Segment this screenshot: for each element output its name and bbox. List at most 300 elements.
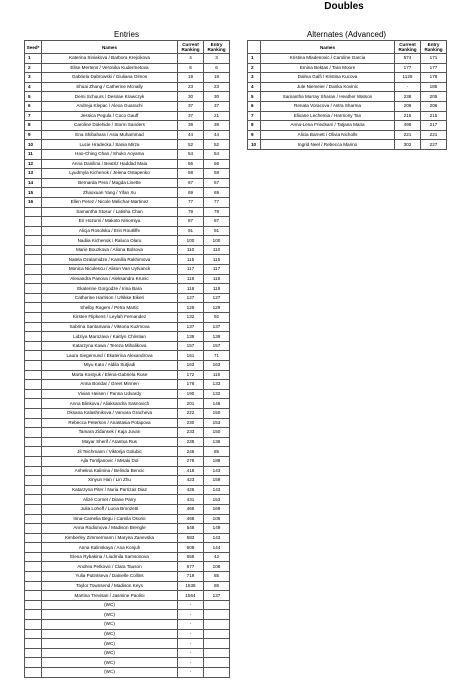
entry-ranking-cell: 105 xyxy=(204,514,230,524)
names-cell: Ena Shibahara / Asia Muhammad xyxy=(42,130,178,140)
current-ranking-cell: 215 xyxy=(395,111,421,121)
seed-cell xyxy=(25,620,42,630)
alternates-column-header: Current Ranking xyxy=(395,41,421,54)
entry-ranking-cell: 169 xyxy=(204,504,230,514)
entry-ranking-cell: 91 xyxy=(204,226,230,236)
current-ranking-cell: 87 xyxy=(178,217,204,227)
names-cell: Jil Teichmann / Viktorija Golubic xyxy=(42,447,178,457)
table-row xyxy=(25,341,230,351)
names-cell: Anna Rodionova / Madison Brengle xyxy=(42,524,178,534)
table-row xyxy=(25,629,230,639)
entry-ranking-cell: 185 xyxy=(421,82,447,92)
seed-cell xyxy=(25,361,42,371)
current-ranking-cell: - xyxy=(178,648,204,658)
seed-cell: 3 xyxy=(248,73,261,83)
table-row xyxy=(25,265,230,275)
names-cell: Dalma Galfi / Kristina Kucova xyxy=(261,73,395,83)
seed-cell xyxy=(25,658,42,668)
entry-ranking-cell: 115 xyxy=(204,255,230,265)
names-cell: Marta Kostyuk / Elena-Gabriela Ruse xyxy=(42,370,178,380)
table-row xyxy=(25,408,230,418)
current-ranking-cell: 177 xyxy=(395,63,421,73)
names-cell: Ajla Tomljanovic / Misaki Doi xyxy=(42,456,178,466)
table-row xyxy=(25,428,230,438)
entry-ranking-cell: 85 xyxy=(204,447,230,457)
current-ranking-cell: 44 xyxy=(178,130,204,140)
seed-cell xyxy=(25,572,42,582)
current-ranking-cell: 233 xyxy=(178,428,204,438)
table-row xyxy=(25,581,230,591)
seed-cell: 5 xyxy=(248,92,261,102)
entry-ranking-cell: 139 xyxy=(204,332,230,342)
names-cell: Catherine Harrison / Ulrikke Eikeri xyxy=(42,293,178,303)
seed-cell xyxy=(25,226,42,236)
seed-cell: 6 xyxy=(25,101,42,111)
entry-ranking-cell: 146 xyxy=(204,399,230,409)
names-cell: Lucie Hradecka / Sania Mirza xyxy=(42,140,178,150)
names-cell: Ellen Perez / Nicole Melichar-Martinez xyxy=(42,197,178,207)
entry-ranking-cell: 163 xyxy=(204,361,230,371)
entry-ranking-cell: 58 xyxy=(204,169,230,179)
entry-ranking-cell: 143 xyxy=(204,533,230,543)
current-ranking-cell: 426 xyxy=(178,485,204,495)
table-row xyxy=(25,466,230,476)
table-row xyxy=(25,140,230,150)
table-row xyxy=(25,169,230,179)
names-cell: Hao-Ching Chan / Shuko Aoyama xyxy=(42,149,178,159)
current-ranking-cell: 137 xyxy=(178,322,204,332)
table-row xyxy=(25,399,230,409)
seed-cell xyxy=(25,533,42,543)
table-row xyxy=(25,389,230,399)
seed-cell xyxy=(25,351,42,361)
names-cell: Kristina Mladenovic / Caroline Garcia xyxy=(261,54,395,64)
table-row xyxy=(25,380,230,390)
entries-table xyxy=(24,40,230,678)
current-ranking-cell: 77 xyxy=(178,197,204,207)
current-ranking-cell: 69 xyxy=(178,188,204,198)
seed-cell: 15 xyxy=(25,188,42,198)
alternates-column-header: Names xyxy=(261,41,395,54)
seed-cell xyxy=(25,562,42,572)
entry-ranking-cell xyxy=(204,658,230,668)
entry-ranking-cell xyxy=(204,648,230,658)
seed-cell xyxy=(25,332,42,342)
entry-ranking-cell: 21 xyxy=(204,111,230,121)
seed-cell: 12 xyxy=(25,159,42,169)
names-cell: (WC) xyxy=(42,658,178,668)
seed-cell xyxy=(25,456,42,466)
seed-cell: 2 xyxy=(248,63,261,73)
current-ranking-cell: - xyxy=(178,620,204,630)
table-row xyxy=(25,149,230,159)
names-cell: Renata Voracova / Astra Sharma xyxy=(261,101,395,111)
names-cell: Andrea Petkovic / Clara Tauson xyxy=(42,562,178,572)
entry-ranking-cell: 71 xyxy=(204,351,230,361)
table-row xyxy=(25,495,230,505)
table-row xyxy=(25,73,230,83)
seed-cell xyxy=(25,274,42,284)
current-ranking-cell: 161 xyxy=(178,351,204,361)
table-row xyxy=(25,610,230,620)
current-ranking-cell: 19 xyxy=(178,73,204,83)
seed-cell: 9 xyxy=(248,130,261,140)
entry-ranking-cell: 215 xyxy=(421,111,447,121)
names-cell: Bernarda Pera / Magda Linette xyxy=(42,178,178,188)
seed-cell xyxy=(25,581,42,591)
seed-cell xyxy=(25,629,42,639)
names-cell: Elixane Lechemia / Harmony Tan xyxy=(261,111,395,121)
seed-cell xyxy=(25,639,42,649)
table-row xyxy=(248,54,447,64)
entry-ranking-cell: 132 xyxy=(204,389,230,399)
names-cell: Laura Siegemund / Ekaterina Alexandrova xyxy=(42,351,178,361)
entry-ranking-cell: 6 xyxy=(204,63,230,73)
names-cell: Caroline Dolehide / Storm Sanders xyxy=(42,121,178,131)
current-ranking-cell: 132 xyxy=(178,313,204,323)
entry-ranking-cell: 52 xyxy=(204,140,230,150)
current-ranking-cell: 206 xyxy=(395,101,421,111)
names-cell: Mayar Sherif / Arantxa Rus xyxy=(42,437,178,447)
entry-ranking-cell: 206 xyxy=(421,101,447,111)
names-cell: Taylor Townsend / Madison Keys xyxy=(42,581,178,591)
current-ranking-cell: 278 xyxy=(178,456,204,466)
seed-cell xyxy=(25,380,42,390)
table-row xyxy=(25,63,230,73)
names-cell: Martina Trevisan / Jasmine Paolini xyxy=(42,591,178,601)
entry-ranking-cell: 159 xyxy=(204,476,230,486)
names-cell: Jule Niemeier / Danka Kovinic xyxy=(261,82,395,92)
names-cell: Xinyun Han / Lin Zhu xyxy=(42,476,178,486)
names-cell: Demi Schuurs / Desirae Krawczyk xyxy=(42,92,178,102)
entry-ranking-cell: 79 xyxy=(204,207,230,217)
entry-ranking-cell xyxy=(204,639,230,649)
names-cell: Elise Mertens / Veronika Kudermetova xyxy=(42,63,178,73)
current-ranking-cell: 190 xyxy=(178,389,204,399)
table-row xyxy=(25,668,230,678)
seed-cell xyxy=(25,313,42,323)
table-row xyxy=(25,562,230,572)
current-ranking-cell: 79 xyxy=(178,207,204,217)
table-row xyxy=(25,82,230,92)
table-row xyxy=(248,82,447,92)
seed-cell xyxy=(25,303,42,313)
entry-ranking-cell: 100 xyxy=(204,236,230,246)
entry-ranking-cell: 110 xyxy=(204,245,230,255)
table-row xyxy=(25,226,230,236)
entry-ranking-cell: 150 xyxy=(204,408,230,418)
current-ranking-cell: 30 xyxy=(178,92,204,102)
table-row xyxy=(25,600,230,610)
entry-ranking-cell: 117 xyxy=(204,265,230,275)
current-ranking-cell: 157 xyxy=(178,341,204,351)
current-ranking-cell: 115 xyxy=(178,255,204,265)
entry-ranking-cell: 42 xyxy=(204,552,230,562)
entry-ranking-cell: 77 xyxy=(204,197,230,207)
entry-ranking-cell: 86 xyxy=(204,581,230,591)
current-ranking-cell: 110 xyxy=(178,245,204,255)
names-cell: (WC) xyxy=(42,600,178,610)
current-ranking-cell: 583 xyxy=(178,533,204,543)
names-cell: Katarzyna Piter / Nuria Parrizas Diaz xyxy=(42,485,178,495)
names-cell: Yulia Putintseva / Danielle Collins xyxy=(42,572,178,582)
entry-ranking-cell: 69 xyxy=(204,188,230,198)
table-row xyxy=(25,101,230,111)
seed-cell xyxy=(25,389,42,399)
seed-cell: 8 xyxy=(248,121,261,131)
current-ranking-cell: 23 xyxy=(178,82,204,92)
entry-ranking-cell: 116 xyxy=(204,370,230,380)
names-cell: Lidziya Marozava / Kaitlyn Christian xyxy=(42,332,178,342)
table-row xyxy=(25,130,230,140)
seed-cell xyxy=(25,255,42,265)
current-ranking-cell: 418 xyxy=(178,466,204,476)
seed-cell xyxy=(25,437,42,447)
alternates-column-header: Entry Ranking xyxy=(421,41,447,54)
names-cell: Sabrina Santamaria / Viktoria Kuzmova xyxy=(42,322,178,332)
table-row xyxy=(25,620,230,630)
entry-ranking-cell: 118 xyxy=(204,274,230,284)
table-row xyxy=(248,73,447,83)
seed-cell xyxy=(25,236,42,246)
seed-cell xyxy=(25,668,42,678)
entry-ranking-cell: 87 xyxy=(204,217,230,227)
names-cell: Anna Bondar / Greet Minnen xyxy=(42,380,178,390)
seed-cell: 7 xyxy=(25,111,42,121)
seed-cell: 13 xyxy=(25,169,42,179)
current-ranking-cell: 221 xyxy=(395,130,421,140)
seed-cell xyxy=(25,217,42,227)
table-row xyxy=(25,456,230,466)
current-ranking-cell: 91 xyxy=(178,226,204,236)
table-row xyxy=(25,639,230,649)
table-row xyxy=(25,207,230,217)
entry-ranking-cell: 108 xyxy=(204,562,230,572)
names-cell: Shelby Rogers / Petra Martic xyxy=(42,303,178,313)
current-ranking-cell: 468 xyxy=(178,514,204,524)
seed-cell xyxy=(25,504,42,514)
table-row xyxy=(248,101,447,111)
current-ranking-cell: 139 xyxy=(178,332,204,342)
seed-cell: 7 xyxy=(248,111,261,121)
current-ranking-cell: 1536 xyxy=(178,581,204,591)
names-cell: Julia Lohoff / Lucia Bronzetti xyxy=(42,504,178,514)
names-cell: Irina-Camelia Begu / Camila Osorio xyxy=(42,514,178,524)
names-cell: Shuai Zhang / Catherine Mcnally xyxy=(42,82,178,92)
entry-ranking-cell: 133 xyxy=(204,380,230,390)
table-row xyxy=(25,121,230,131)
entry-ranking-cell: 221 xyxy=(421,130,447,140)
seed-cell xyxy=(25,648,42,658)
current-ranking-cell: 172 xyxy=(178,370,204,380)
table-row xyxy=(25,274,230,284)
names-cell: Lyudmyla Kichenok / Jelena Ostapenko xyxy=(42,169,178,179)
current-ranking-cell: 548 xyxy=(178,524,204,534)
entry-ranking-cell: 150 xyxy=(204,428,230,438)
names-cell: Kirsten Flipkens / Leylah Fernandez xyxy=(42,313,178,323)
table-row xyxy=(25,533,230,543)
table-row xyxy=(248,92,447,102)
current-ranking-cell: 67 xyxy=(178,178,204,188)
seed-cell xyxy=(25,428,42,438)
entry-ranking-cell: 178 xyxy=(421,73,447,83)
current-ranking-cell: 54 xyxy=(178,149,204,159)
table-row xyxy=(25,504,230,514)
seed-cell xyxy=(25,418,42,428)
table-row xyxy=(25,178,230,188)
current-ranking-cell: 100 xyxy=(178,236,204,246)
entry-ranking-cell: 205 xyxy=(421,92,447,102)
names-cell: (WC) xyxy=(42,648,178,658)
seed-cell: 1 xyxy=(25,54,42,64)
entry-ranking-cell: 177 xyxy=(421,63,447,73)
current-ranking-cell: 6 xyxy=(178,63,204,73)
page-title: Doubles xyxy=(324,1,364,12)
entry-ranking-cell: 129 xyxy=(204,303,230,313)
current-ranking-cell: 56 xyxy=(178,159,204,169)
table-row xyxy=(25,524,230,534)
seed-cell: 4 xyxy=(248,82,261,92)
names-cell: Ingrid Neel / Rebecca Marino xyxy=(261,140,395,150)
names-cell: Nadiia Kichenok / Raluca Olaru xyxy=(42,236,178,246)
current-ranking-cell: 719 xyxy=(178,572,204,582)
table-row xyxy=(25,485,230,495)
names-cell: Katerina Siniakova / Barbora Krejcikova xyxy=(42,54,178,64)
table-row xyxy=(25,236,230,246)
seed-cell: 10 xyxy=(25,140,42,150)
seed-cell xyxy=(25,408,42,418)
seed-cell xyxy=(25,485,42,495)
table-row xyxy=(25,418,230,428)
entry-ranking-cell: 217 xyxy=(421,121,447,131)
entry-ranking-cell xyxy=(204,629,230,639)
alternates-column-header xyxy=(248,41,261,54)
current-ranking-cell: 574 xyxy=(395,54,421,64)
seed-cell xyxy=(25,207,42,217)
names-cell: (WC) xyxy=(42,629,178,639)
current-ranking-cell: - xyxy=(178,600,204,610)
names-cell: Alizé Cornet / Diane Parry xyxy=(42,495,178,505)
table-row xyxy=(25,332,230,342)
entry-ranking-cell xyxy=(204,668,230,678)
seed-cell xyxy=(25,341,42,351)
names-cell: (WC) xyxy=(42,620,178,630)
names-cell: Jessica Pegula / Coco Gauff xyxy=(42,111,178,121)
names-cell: Eri Hozumi / Makoto Ninomiya xyxy=(42,217,178,227)
names-cell: Rebecca Peterson / Anastasia Potapova xyxy=(42,418,178,428)
table-row xyxy=(25,658,230,668)
current-ranking-cell: 129 xyxy=(178,303,204,313)
names-cell: Anhelina Kalinina / Belinda Bencic xyxy=(42,466,178,476)
current-ranking-cell: 466 xyxy=(178,504,204,514)
entry-ranking-cell: 67 xyxy=(204,178,230,188)
names-cell: Zhaoxuan Yang / Yifan Xu xyxy=(42,188,178,198)
entry-ranking-cell: 137 xyxy=(204,322,230,332)
current-ranking-cell: 37 xyxy=(178,111,204,121)
seed-cell xyxy=(25,552,42,562)
names-cell: Natela Dzalamidze / Kamilla Rakhimova xyxy=(42,255,178,265)
current-ranking-cell: - xyxy=(178,639,204,649)
seed-cell xyxy=(25,524,42,534)
table-row xyxy=(25,543,230,553)
entry-ranking-cell: 149 xyxy=(204,524,230,534)
alternates-table xyxy=(247,40,447,150)
names-cell: Alicja Rosolska / Erin Routliffe xyxy=(42,226,178,236)
table-row xyxy=(25,111,230,121)
seed-cell xyxy=(25,610,42,620)
seed-cell: 5 xyxy=(25,92,42,102)
seed-cell: 14 xyxy=(25,178,42,188)
seed-cell xyxy=(25,399,42,409)
entry-ranking-cell xyxy=(204,620,230,630)
names-cell: Anna Blinkova / Aliaksandra Sasnovich xyxy=(42,399,178,409)
current-ranking-cell: 52 xyxy=(178,140,204,150)
alternates-heading: Alternates (Advanced) xyxy=(306,30,387,39)
current-ranking-cell: 4 xyxy=(178,54,204,64)
current-ranking-cell: 238 xyxy=(395,92,421,102)
current-ranking-cell: 431 xyxy=(178,495,204,505)
table-row xyxy=(25,591,230,601)
seed-cell xyxy=(25,447,42,457)
current-ranking-cell: 58 xyxy=(178,169,204,179)
names-cell: Samantha Murray Sharan / Heather Watson xyxy=(261,92,395,102)
current-ranking-cell: 118 xyxy=(178,284,204,294)
names-cell: Miyu Kato / Aldila Sutjiadi xyxy=(42,361,178,371)
seed-cell xyxy=(25,514,42,524)
table-row xyxy=(25,92,230,102)
seed-cell: 1 xyxy=(248,54,261,64)
names-cell: Andreja Klepac / Alexa Guarachi xyxy=(42,101,178,111)
seed-cell xyxy=(25,265,42,275)
names-cell: Elena Rybakina / Liudmila Samsonova xyxy=(42,552,178,562)
entry-ranking-cell: 30 xyxy=(204,92,230,102)
entries-column-header: Names xyxy=(42,41,178,54)
names-cell: Monica Niculescu / Alison Van Uytvanck xyxy=(42,265,178,275)
table-row xyxy=(25,476,230,486)
current-ranking-cell: 127 xyxy=(178,293,204,303)
names-cell: (WC) xyxy=(42,610,178,620)
current-ranking-cell: 238 xyxy=(178,437,204,447)
seed-cell xyxy=(25,600,42,610)
entry-ranking-cell: 3 xyxy=(204,54,230,64)
table-row xyxy=(25,437,230,447)
seed-cell xyxy=(25,322,42,332)
table-row xyxy=(25,197,230,207)
table-row xyxy=(25,284,230,294)
entry-ranking-cell: 37 xyxy=(204,101,230,111)
table-row xyxy=(25,572,230,582)
seed-cell xyxy=(25,466,42,476)
seed-cell xyxy=(25,370,42,380)
seed-cell xyxy=(25,293,42,303)
current-ranking-cell: - xyxy=(178,658,204,668)
seed-cell: 3 xyxy=(25,73,42,83)
entries-column-header: Current Ranking xyxy=(178,41,204,54)
table-row xyxy=(25,552,230,562)
names-cell: Gabriela Dabrowski / Giuliana Olmos xyxy=(42,73,178,83)
names-cell: Anna Danilina / Beatriz Haddad Maia xyxy=(42,159,178,169)
current-ranking-cell: 222 xyxy=(178,408,204,418)
entry-ranking-cell: 85 xyxy=(204,572,230,582)
table-row xyxy=(25,351,230,361)
entry-ranking-cell: 153 xyxy=(204,495,230,505)
current-ranking-cell: 230 xyxy=(178,418,204,428)
names-cell: Anna Kalinskaya / Ana Konjuh xyxy=(42,543,178,553)
current-ranking-cell: 1564 xyxy=(178,591,204,601)
current-ranking-cell: 302 xyxy=(395,140,421,150)
entry-ranking-cell: 56 xyxy=(204,159,230,169)
entries-column-header: Entry Ranking xyxy=(204,41,230,54)
